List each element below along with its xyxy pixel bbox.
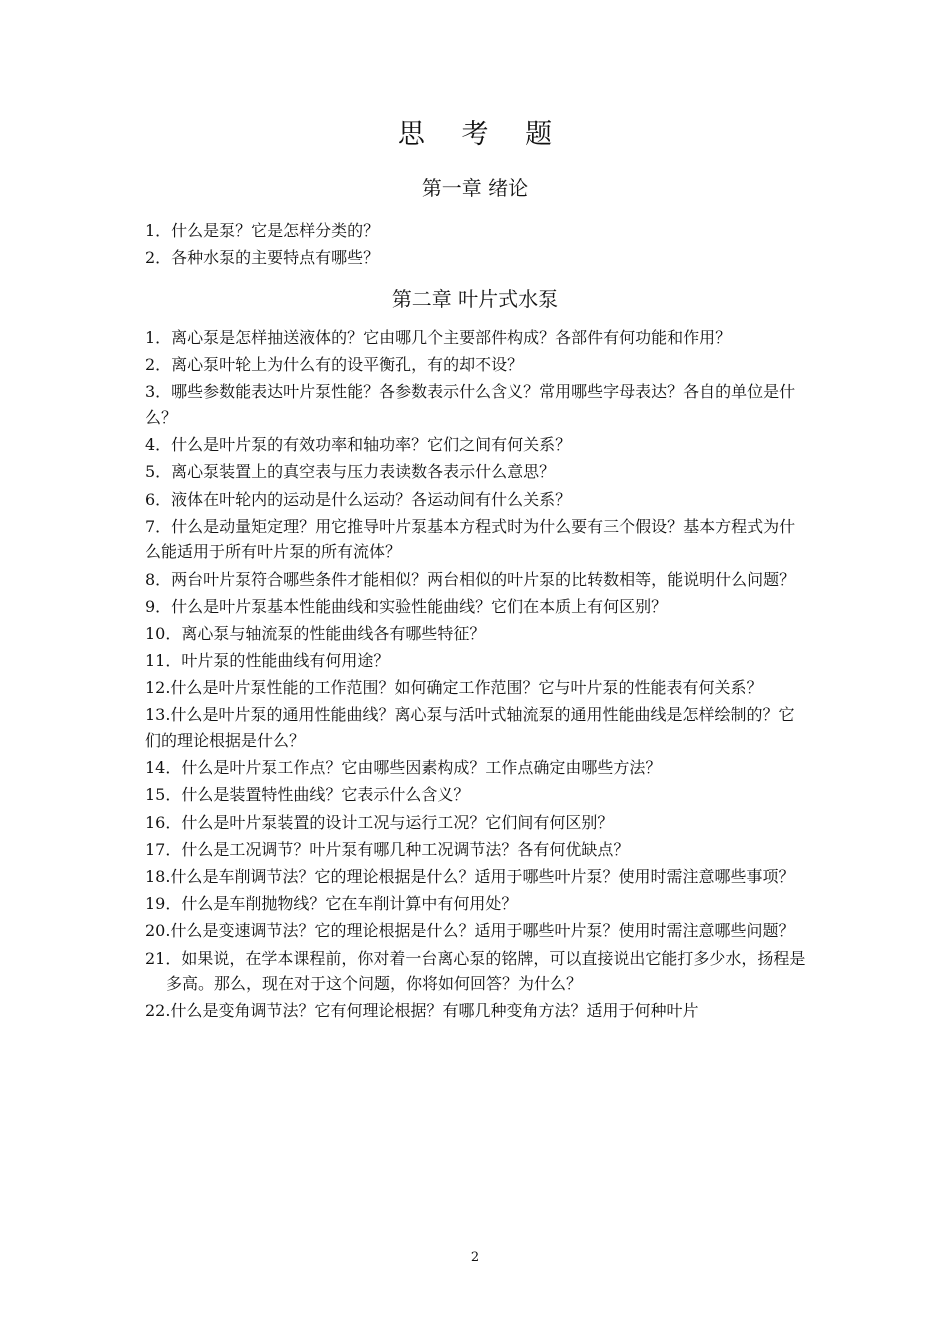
chapter-2-heading: 第二章 叶片式水泵 [391, 287, 559, 311]
question-item: 6．液体在叶轮内的运动是什么运动？各运动间有什么关系？ [145, 489, 572, 509]
question-item: 10．离心泵与轴流泵的性能曲线各有哪些特征？ [145, 623, 486, 643]
question-item: 11．叶片泵的性能曲线有何用途？ [145, 651, 390, 671]
question-item: 1．什么是泵？它是怎样分类的？ [145, 221, 380, 240]
question-item: 21．如果说，在学本课程前，你对着一台离心泵的铭牌，可以直接说出它能打多少水，扬程是多高。那么，现在对于这个问题，你将如何回答？为什么？ [145, 948, 806, 994]
question-item: 2．各种水泵的主要特点有哪些？ [145, 248, 380, 268]
page-number: 2 [470, 1250, 480, 1265]
question-item: 8．两台叶片泵符合哪些条件才能相似？两台相似的叶片泵的比转数相等，能说明什么问题？ [145, 569, 796, 589]
chapter-1-heading: 第一章 绪论 [421, 176, 529, 200]
question-item: 20.什么是变速调节法？它的理论根据是什么？适用于哪些叶片泵？使用时需注意哪些问题？ [145, 921, 795, 941]
chapter-2-question-list [145, 325, 810, 1026]
question-item: 16．什么是叶片泵装置的设计工况与运行工况？它们间有何区别？ [145, 812, 614, 832]
question-item: 7．什么是动量矩定理？用它推导叶片泵基本方程式时为什么要有三个假设？基本方程式为什么能适用于所有叶片泵的所有流体？ [145, 516, 796, 562]
question-item: 19．什么是车削抛物线？它在车削计算中有何用处？ [145, 894, 518, 914]
question-item: 17．什么是工况调节？叶片泵有哪几种工况调节法？各有何优缺点？ [145, 839, 630, 859]
chapter-1-question-list [145, 218, 810, 272]
question-item: 14．什么是叶片泵工作点？它由哪些因素构成？工作点确定由哪些方法？ [145, 758, 662, 778]
question-item: 4．什么是叶片泵的有效功率和轴功率？它们之间有何关系？ [145, 435, 572, 455]
question-item: 12.什么是叶片泵性能的工作范围？如何确定工作范围？它与叶片泵的性能表有何关系？ [145, 678, 763, 698]
question-item: 9．什么是叶片泵基本性能曲线和实验性能曲线？它们在本质上有何区别？ [145, 596, 668, 616]
question-item: 13.什么是叶片泵的通用性能曲线？离心泵与活叶式轴流泵的通用性能曲线是怎样绘制的？它们的理论根据是什么？ [145, 705, 795, 751]
question-item: 2．离心泵叶轮上为什么有的设平衡孔，有的却不设？ [145, 355, 524, 375]
question-item: 5．离心泵装置上的真空表与压力表读数各表示什么意思？ [145, 462, 556, 482]
question-item: 22.什么是变角调节法？它有何理论根据？有哪几种变角方法？适用于何种叶片 [145, 1001, 699, 1021]
question-item: 18.什么是车削调节法？它的理论根据是什么？适用于哪些叶片泵？使用时需注意哪些事项？ [145, 866, 795, 886]
question-item: 15．什么是装置特性曲线？它表示什么含义？ [145, 785, 470, 805]
page-title: 思 考 题 [397, 119, 567, 150]
question-item: 1．离心泵是怎样抽送液体的？它由哪几个主要部件构成？各部件有何功能和作用？ [145, 328, 732, 347]
question-item: 3．哪些参数能表达叶片泵性能？各参数表示什么含义？常用哪些字母表达？各自的单位是什么？ [145, 382, 796, 427]
